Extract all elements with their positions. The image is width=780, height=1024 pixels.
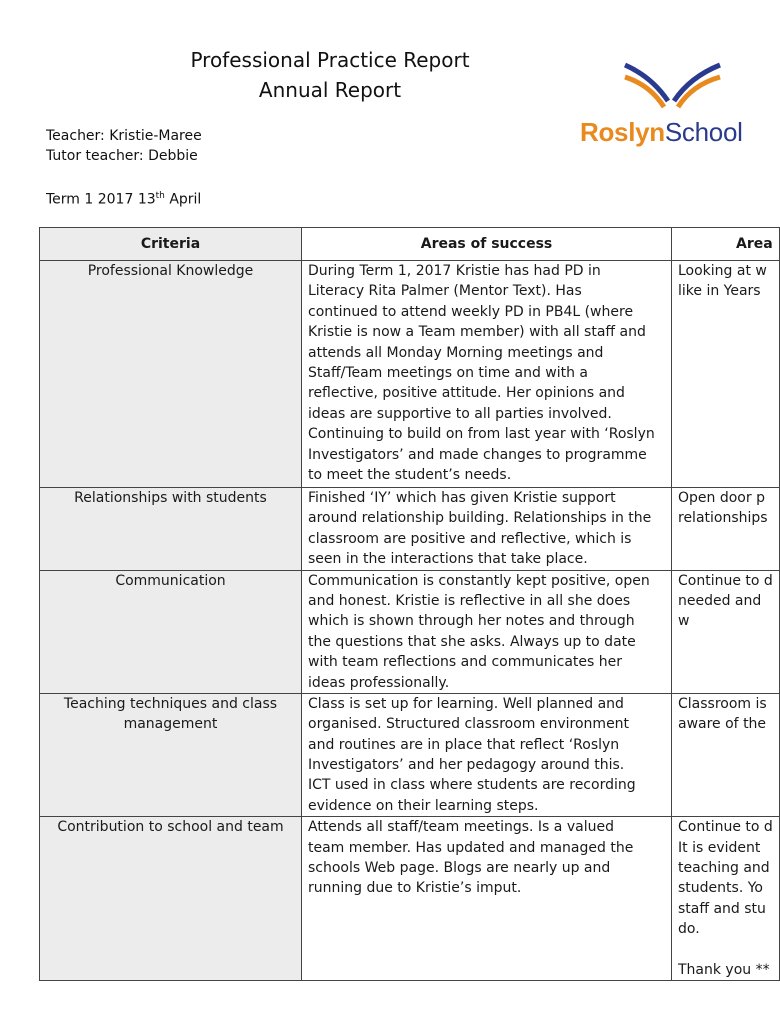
report-title: Professional Practice Report bbox=[190, 48, 470, 72]
term-suffix: April bbox=[164, 191, 202, 208]
logo-wordmark bbox=[580, 117, 743, 148]
area-cell bbox=[672, 488, 780, 571]
teacher-line: Teacher: Kristie-Maree bbox=[46, 128, 202, 144]
area-line: Classroom is bbox=[678, 695, 767, 712]
school-logo bbox=[580, 55, 760, 155]
criteria-cell: Relationships with students bbox=[40, 488, 302, 571]
success-line: Investigators’ and her pedagogy around this. bbox=[308, 757, 625, 774]
area-line: students. Yo bbox=[678, 880, 763, 897]
area-cell bbox=[672, 261, 780, 488]
area-line: staff and stu bbox=[678, 900, 766, 917]
success-line: with team reflections and communicates her bbox=[308, 654, 623, 671]
criteria-cell: Communication bbox=[40, 570, 302, 693]
area-line: Continue to d bbox=[678, 819, 773, 836]
table-row bbox=[40, 261, 780, 488]
area-line: like in Years bbox=[678, 283, 761, 300]
success-line: ICT used in class where students are recording bbox=[308, 777, 636, 794]
success-line: which is shown through her notes and through bbox=[308, 613, 635, 630]
area-line: teaching and bbox=[678, 860, 770, 877]
success-line: Staff/Team meetings on time and with a bbox=[308, 364, 589, 381]
success-cell bbox=[302, 693, 672, 816]
success-cell bbox=[302, 570, 672, 693]
success-cell bbox=[302, 488, 672, 571]
success-line: reflective, positive attitude. Her opinions and bbox=[308, 385, 625, 402]
success-line: organised. Structured classroom environment bbox=[308, 716, 630, 733]
area-cell bbox=[672, 817, 780, 981]
success-line: schools Web page. Blogs are nearly up and bbox=[308, 860, 611, 877]
success-line: Communication is constantly kept positive, open bbox=[308, 572, 650, 589]
success-line: Finished ‘IY’ which has given Kristie support bbox=[308, 490, 616, 506]
area-line: Thank you ** bbox=[678, 961, 770, 978]
area-cell bbox=[672, 693, 780, 816]
success-line: classroom are positive and reflective, which is bbox=[308, 530, 632, 547]
table-header-row bbox=[40, 228, 780, 261]
area-line: aware of the bbox=[678, 716, 767, 733]
success-line: Kristie is now a Team member) with all staff and bbox=[308, 324, 646, 341]
header-areas-of-success: Areas of success bbox=[302, 228, 672, 261]
area-line: relationships bbox=[678, 510, 768, 527]
table-row bbox=[40, 570, 780, 693]
success-line: around relationship building. Relationships in the bbox=[308, 510, 652, 527]
report-table bbox=[39, 227, 780, 981]
success-line: ideas professionally. bbox=[308, 674, 450, 691]
term-line bbox=[46, 186, 201, 210]
success-line: Continuing to build on from last year with ‘Roslyn bbox=[308, 426, 655, 443]
success-line: Literacy Rita Palmer (Mentor Text). Has bbox=[308, 283, 582, 300]
logo-arcs-icon bbox=[580, 55, 760, 115]
success-cell bbox=[302, 817, 672, 981]
criteria-cell: Professional Knowledge bbox=[40, 261, 302, 488]
success-line: to meet the student’s needs. bbox=[308, 466, 512, 483]
criteria-cell: Teaching techniques and class management bbox=[40, 693, 302, 816]
criteria-cell: Contribution to school and team bbox=[40, 817, 302, 981]
success-line: Attends all staff/team meetings. Is a valued bbox=[308, 819, 614, 836]
success-line: Class is set up for learning. Well planned and bbox=[308, 695, 624, 712]
success-line: running due to Kristie’s imput. bbox=[308, 880, 522, 897]
tutor-line: Tutor teacher: Debbie bbox=[46, 148, 198, 164]
table-row bbox=[40, 488, 780, 571]
area-line: do. bbox=[678, 921, 700, 938]
area-line: It is evident bbox=[678, 839, 761, 856]
table-row bbox=[40, 817, 780, 981]
header-criteria: Criteria bbox=[40, 228, 302, 261]
report-subtitle: Annual Report bbox=[258, 78, 402, 102]
area-line: Looking at w bbox=[678, 263, 767, 279]
success-line: seen in the interactions that take place. bbox=[308, 551, 588, 568]
header-area: Area bbox=[672, 228, 780, 261]
success-line: attends all Monday Morning meetings and bbox=[308, 344, 604, 361]
term-text: Term 1 2017 13 bbox=[46, 191, 156, 208]
success-cell bbox=[302, 261, 672, 488]
area-line: Open door p bbox=[678, 490, 765, 506]
term-superscript: th bbox=[155, 191, 165, 201]
success-line: Investigators’ and made changes to programme bbox=[308, 446, 647, 463]
area-line bbox=[678, 940, 773, 960]
success-line: the questions that she asks. Always up to date bbox=[308, 633, 636, 650]
success-line: and routines are in place that reflect ‘Roslyn bbox=[308, 736, 620, 753]
logo-word-school: School bbox=[664, 117, 743, 147]
success-line: continued to attend weekly PD in PB4L (where bbox=[308, 303, 634, 320]
success-line: team member. Has updated and managed the bbox=[308, 839, 634, 856]
table-row bbox=[40, 693, 780, 816]
success-line: During Term 1, 2017 Kristie has had PD in bbox=[308, 263, 601, 279]
success-line: and honest. Kristie is reflective in all she does bbox=[308, 592, 631, 609]
success-line: evidence on their learning steps. bbox=[308, 797, 539, 814]
area-cell bbox=[672, 570, 780, 693]
success-line: ideas are supportive to all parties involved. bbox=[308, 405, 612, 422]
area-line: needed and w bbox=[678, 592, 762, 630]
logo-word-roslyn: Roslyn bbox=[580, 117, 665, 147]
area-line: Continue to d bbox=[678, 572, 773, 589]
